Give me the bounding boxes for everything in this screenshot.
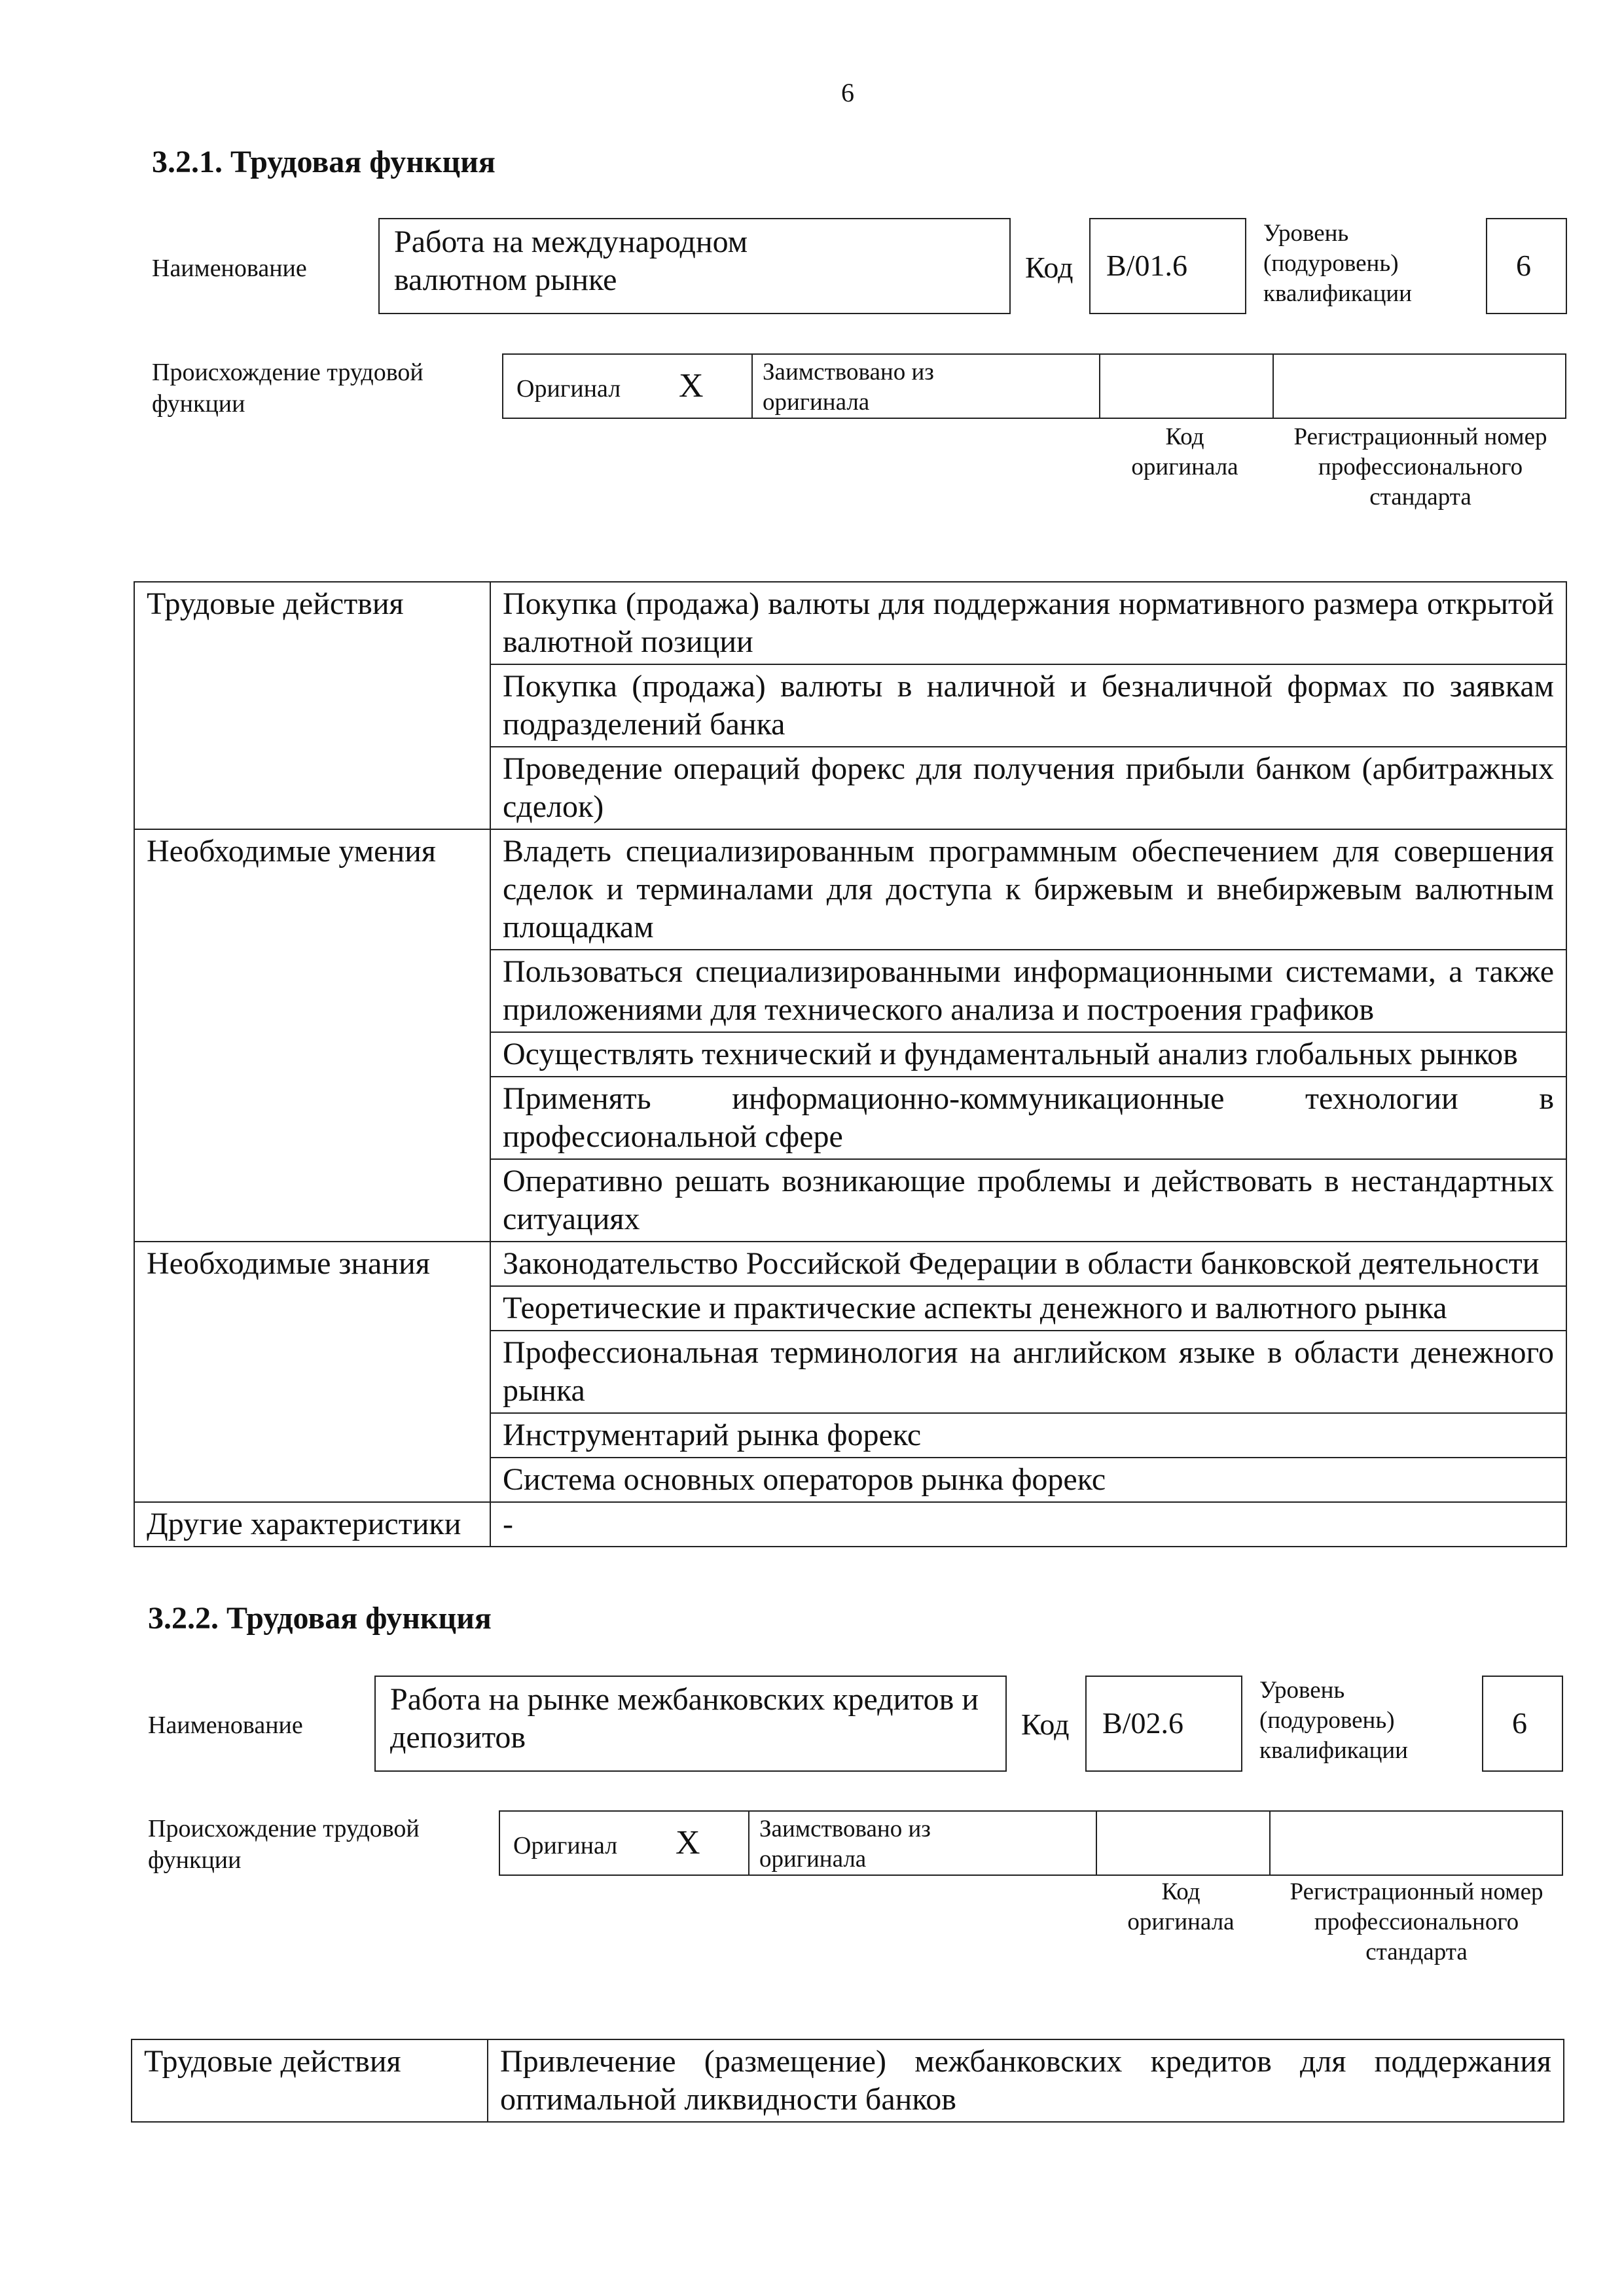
name-label: Наименование bbox=[152, 255, 307, 282]
skill: Пользоваться специализированными информационными системами, а также приложениями для технического анализа и построения графиков bbox=[490, 950, 1566, 1032]
labor-action: Покупка (продажа) валюты для поддержания нормативного размера открытой валютной позиции bbox=[490, 582, 1566, 664]
labor-actions-label: Трудовые действия bbox=[132, 2039, 488, 2122]
code-label: Код bbox=[1021, 1708, 1070, 1741]
labor-actions-label: Трудовые действия bbox=[134, 582, 490, 829]
skills-label: Необходимые умения bbox=[134, 829, 490, 1242]
divider bbox=[1099, 355, 1100, 418]
other-value: - bbox=[490, 1502, 1566, 1547]
other-label: Другие характеристики bbox=[134, 1502, 490, 1547]
divider bbox=[1272, 355, 1274, 418]
knowledge-item: Инструментарий рынка форекс bbox=[490, 1413, 1566, 1458]
name-field bbox=[374, 1676, 1007, 1772]
original-label: Оригинал bbox=[516, 375, 621, 403]
borrowed-label: Заимствовано из оригинала bbox=[763, 359, 934, 416]
level-value: 6 bbox=[1516, 249, 1531, 282]
origin-label: Происхождение трудовой функции bbox=[148, 1815, 420, 1874]
knowledge-item: Законодательство Российской Федерации в области банковской деятельности bbox=[490, 1242, 1566, 1286]
divider bbox=[751, 355, 753, 418]
skill: Оперативно решать возникающие проблемы и действовать в нестандартных ситуациях bbox=[490, 1159, 1566, 1242]
code-value: B/01.6 bbox=[1106, 249, 1187, 282]
level-field bbox=[1482, 1676, 1563, 1772]
code-original-caption: Код оригинала bbox=[1127, 1878, 1235, 1935]
code-label: Код bbox=[1025, 251, 1074, 284]
section-heading: 3.2.2. Трудовая функция bbox=[148, 1601, 492, 1636]
code-field bbox=[1089, 218, 1246, 314]
labor-function-table bbox=[134, 581, 1567, 1547]
skill: Осуществлять технический и фундаментальный анализ глобальных рынков bbox=[490, 1032, 1566, 1077]
name-value: Работа на рынке межбанковских кредитов и депозитов bbox=[390, 1682, 979, 1755]
divider bbox=[1096, 1812, 1097, 1874]
origin-label: Происхождение трудовой функции bbox=[152, 359, 424, 418]
code-original-caption: Код оригинала bbox=[1131, 423, 1238, 480]
original-mark: X bbox=[679, 367, 704, 404]
divider bbox=[748, 1812, 749, 1874]
level-label: Уровень (подуровень) квалификации bbox=[1259, 1677, 1408, 1764]
level-value: 6 bbox=[1512, 1706, 1527, 1740]
reg-number-caption: Регистрационный номер профессионального стандарта bbox=[1290, 1878, 1543, 1965]
level-label: Уровень (подуровень) квалификации bbox=[1263, 220, 1412, 307]
skill: Применять информационно-коммуникационные технологии в профессиональной сфере bbox=[490, 1077, 1566, 1159]
name-field bbox=[378, 218, 1011, 314]
knowledge-item: Теоретические и практические аспекты денежного и валютного рынка bbox=[490, 1286, 1566, 1331]
knowledge-label: Необходимые знания bbox=[134, 1242, 490, 1502]
original-mark: X bbox=[676, 1824, 700, 1861]
name-value: Работа на международном валютном рынке bbox=[394, 224, 748, 297]
page-number: 6 bbox=[841, 78, 854, 107]
reg-number-caption: Регистрационный номер профессионального стандарта bbox=[1293, 423, 1547, 511]
knowledge-item: Профессиональная терминология на английском языке в области денежного рынка bbox=[490, 1331, 1566, 1413]
level-field bbox=[1486, 218, 1567, 314]
original-label: Оригинал bbox=[513, 1832, 618, 1859]
labor-action: Покупка (продажа) валюты в наличной и безналичной формах по заявкам подразделений банка bbox=[490, 664, 1566, 747]
origin-row bbox=[499, 1810, 1563, 1876]
borrowed-label: Заимствовано из оригинала bbox=[759, 1816, 931, 1873]
knowledge-item: Система основных операторов рынка форекс bbox=[490, 1458, 1566, 1502]
labor-action: Проведение операций форекс для получения прибыли банком (арбитражных сделок) bbox=[490, 747, 1566, 829]
divider bbox=[1269, 1812, 1271, 1874]
labor-action: Привлечение (размещение) межбанковских кредитов для поддержания оптимальной ликвидности банков bbox=[488, 2039, 1564, 2122]
section-heading: 3.2.1. Трудовая функция bbox=[152, 145, 496, 179]
labor-function-table bbox=[131, 2039, 1564, 2123]
code-value: B/02.6 bbox=[1102, 1706, 1183, 1740]
skill: Владеть специализированным программным обеспечением для совершения сделок и терминалами для доступа к биржевым и внебиржевым валютным площадкам bbox=[490, 829, 1566, 950]
code-field bbox=[1085, 1676, 1242, 1772]
origin-row bbox=[502, 353, 1566, 419]
name-label: Наименование bbox=[148, 1712, 303, 1739]
